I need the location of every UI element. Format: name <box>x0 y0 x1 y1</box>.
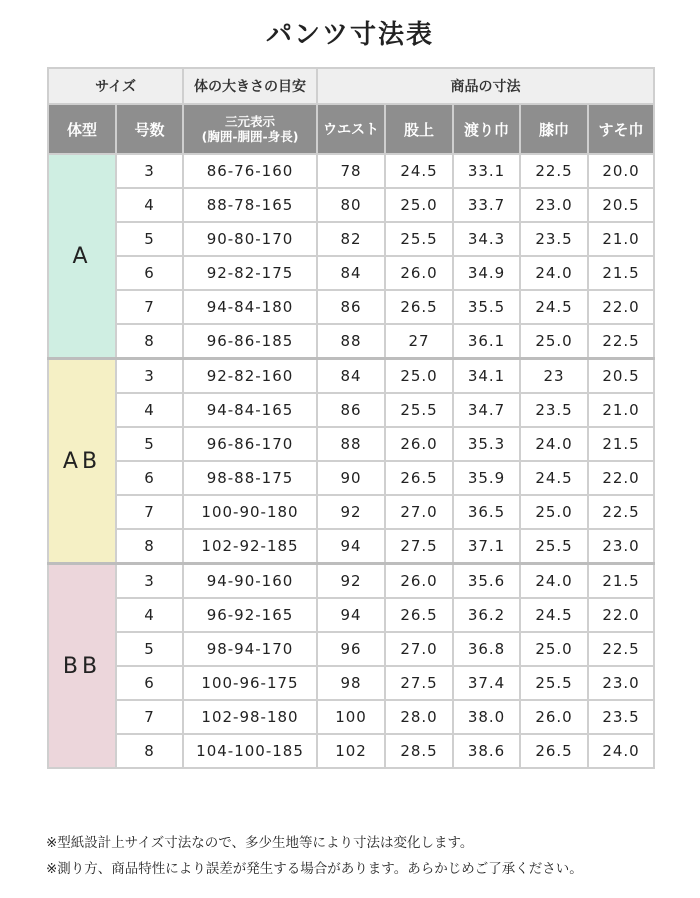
table-cell: 7 <box>116 290 183 324</box>
table-cell: 22.0 <box>588 461 654 495</box>
table-cell: 98-94-170 <box>183 632 317 666</box>
table-cell: 26.5 <box>520 734 588 768</box>
table-cell: 28.0 <box>385 700 453 734</box>
table-row <box>48 700 654 734</box>
table-cell: 88-78-165 <box>183 188 317 222</box>
table-row <box>48 427 654 461</box>
table-cell: 22.5 <box>588 324 654 359</box>
table-cell: 25.5 <box>385 222 453 256</box>
table-cell: 5 <box>116 222 183 256</box>
table-cell: 24.5 <box>520 461 588 495</box>
table-row <box>48 495 654 529</box>
table-cell: 104-100-185 <box>183 734 317 768</box>
table-cell: 88 <box>317 324 385 359</box>
table-cell: 23.0 <box>588 666 654 700</box>
table-row <box>48 666 654 700</box>
table-cell: 98-88-175 <box>183 461 317 495</box>
table-cell: 23.0 <box>588 529 654 564</box>
table-cell: 24.5 <box>520 598 588 632</box>
table-cell: 90-80-170 <box>183 222 317 256</box>
table-cell: 84 <box>317 256 385 290</box>
header-body: 体の大きさの目安 <box>183 68 317 104</box>
table-cell: 23.5 <box>588 700 654 734</box>
header-thigh: 渡り巾 <box>453 104 520 154</box>
table-cell: 84 <box>317 359 385 394</box>
header-number: 号数 <box>116 104 183 154</box>
table-cell: 21.5 <box>588 256 654 290</box>
table-cell: 26.0 <box>385 564 453 599</box>
notes <box>46 830 583 882</box>
table-cell: 8 <box>116 529 183 564</box>
table-row <box>48 188 654 222</box>
table-cell: 27.0 <box>385 632 453 666</box>
table-cell: 22.0 <box>588 598 654 632</box>
table-cell: 100-96-175 <box>183 666 317 700</box>
table-cell: 92-82-175 <box>183 256 317 290</box>
table-cell: 86 <box>317 290 385 324</box>
table-cell: 24.5 <box>385 154 453 188</box>
table-cell: 4 <box>116 393 183 427</box>
table-cell: 3 <box>116 154 183 188</box>
table-cell: 3 <box>116 359 183 394</box>
table-cell: 20.0 <box>588 154 654 188</box>
table-cell: 36.8 <box>453 632 520 666</box>
table-row <box>48 632 654 666</box>
table-cell: 94-90-160 <box>183 564 317 599</box>
table-cell: 92-82-160 <box>183 359 317 394</box>
table-cell: 4 <box>116 598 183 632</box>
table-cell: 24.0 <box>520 256 588 290</box>
table-cell: 102-98-180 <box>183 700 317 734</box>
table-cell: 22.0 <box>588 290 654 324</box>
header-rise: 股上 <box>385 104 453 154</box>
header-three-line2: (胸囲-胴囲-身長) <box>201 129 299 144</box>
table-cell: 86 <box>317 393 385 427</box>
table-cell: 25.5 <box>520 666 588 700</box>
table-cell: 6 <box>116 666 183 700</box>
table-cell: 27.5 <box>385 529 453 564</box>
table-cell: 37.1 <box>453 529 520 564</box>
table-cell: 94 <box>317 598 385 632</box>
table-cell: 22.5 <box>588 495 654 529</box>
table-cell: 20.5 <box>588 188 654 222</box>
table-cell: 80 <box>317 188 385 222</box>
table-cell: 7 <box>116 495 183 529</box>
body-type-cell: AB <box>48 359 116 564</box>
table-cell: 90 <box>317 461 385 495</box>
table-cell: 92 <box>317 495 385 529</box>
body-type-cell: A <box>48 154 116 359</box>
header-waist: ウエスト <box>317 104 385 154</box>
table-cell: 28.5 <box>385 734 453 768</box>
table-row <box>48 324 654 359</box>
table-cell: 37.4 <box>453 666 520 700</box>
table-cell: 35.5 <box>453 290 520 324</box>
table-cell: 88 <box>317 427 385 461</box>
table-cell: 35.9 <box>453 461 520 495</box>
table-cell: 3 <box>116 564 183 599</box>
table-cell: 94 <box>317 529 385 564</box>
header-hem: すそ巾 <box>588 104 654 154</box>
table-cell: 34.9 <box>453 256 520 290</box>
table-cell: 5 <box>116 632 183 666</box>
table-cell: 27.0 <box>385 495 453 529</box>
table-cell: 94-84-165 <box>183 393 317 427</box>
table-cell: 24.5 <box>520 290 588 324</box>
table-cell: 23 <box>520 359 588 394</box>
table-cell: 26.5 <box>385 461 453 495</box>
table-row <box>48 393 654 427</box>
table-cell: 6 <box>116 461 183 495</box>
table-cell: 5 <box>116 427 183 461</box>
table-cell: 24.0 <box>520 427 588 461</box>
table-cell: 25.0 <box>385 188 453 222</box>
table-cell: 22.5 <box>520 154 588 188</box>
table-cell: 100-90-180 <box>183 495 317 529</box>
table-row <box>48 256 654 290</box>
table-cell: 92 <box>317 564 385 599</box>
header-type: 体型 <box>48 104 116 154</box>
table-row <box>48 598 654 632</box>
body-type-cell: BB <box>48 564 116 769</box>
table-cell: 8 <box>116 734 183 768</box>
table-cell: 24.0 <box>520 564 588 599</box>
table-cell: 4 <box>116 188 183 222</box>
table-cell: 25.5 <box>385 393 453 427</box>
header-three <box>183 104 317 154</box>
table-cell: 38.6 <box>453 734 520 768</box>
table-row <box>48 222 654 256</box>
header-knee: 膝巾 <box>520 104 588 154</box>
table-cell: 27 <box>385 324 453 359</box>
table-cell: 26.0 <box>385 427 453 461</box>
table-cell: 26.5 <box>385 290 453 324</box>
table-cell: 35.3 <box>453 427 520 461</box>
table-row <box>48 734 654 768</box>
table-cell: 25.0 <box>385 359 453 394</box>
header-three-line1: 三元表示 <box>225 114 276 129</box>
note: ※型紙設計上サイズ寸法なので、多少生地等により寸法は変化します。 <box>46 835 474 851</box>
table-row <box>48 564 654 599</box>
table-cell: 102-92-185 <box>183 529 317 564</box>
table-cell: 35.6 <box>453 564 520 599</box>
table-cell: 23.5 <box>520 393 588 427</box>
table-cell: 86-76-160 <box>183 154 317 188</box>
page-title: パンツ寸法表 <box>265 20 434 50</box>
table-cell: 27.5 <box>385 666 453 700</box>
table-cell: 96-86-170 <box>183 427 317 461</box>
table-cell: 98 <box>317 666 385 700</box>
table-cell: 21.5 <box>588 427 654 461</box>
table-cell: 22.5 <box>588 632 654 666</box>
table-row <box>48 290 654 324</box>
table-cell: 24.0 <box>588 734 654 768</box>
table-cell: 102 <box>317 734 385 768</box>
table-cell: 7 <box>116 700 183 734</box>
table-cell: 26.5 <box>385 598 453 632</box>
table-cell: 25.0 <box>520 495 588 529</box>
header-product: 商品の寸法 <box>317 68 654 104</box>
table-row <box>48 154 654 188</box>
table-cell: 96 <box>317 632 385 666</box>
table-cell: 25.0 <box>520 632 588 666</box>
table-cell: 21.0 <box>588 222 654 256</box>
table-cell: 6 <box>116 256 183 290</box>
table-cell: 96-86-185 <box>183 324 317 359</box>
table-row <box>48 529 654 564</box>
header-size: サイズ <box>48 68 183 104</box>
table-cell: 100 <box>317 700 385 734</box>
table-cell: 36.5 <box>453 495 520 529</box>
table-cell: 26.0 <box>385 256 453 290</box>
note: ※測り方、商品特性により誤差が発生する場合があります。あらかじめご了承ください。 <box>46 861 583 877</box>
table-cell: 8 <box>116 324 183 359</box>
size-table <box>47 67 655 769</box>
table-cell: 82 <box>317 222 385 256</box>
table-cell: 20.5 <box>588 359 654 394</box>
table-row <box>48 359 654 394</box>
table-cell: 96-92-165 <box>183 598 317 632</box>
table-cell: 23.5 <box>520 222 588 256</box>
table-cell: 78 <box>317 154 385 188</box>
table-cell: 26.0 <box>520 700 588 734</box>
table-cell: 21.0 <box>588 393 654 427</box>
table-cell: 34.1 <box>453 359 520 394</box>
table-cell: 23.0 <box>520 188 588 222</box>
table-cell: 25.0 <box>520 324 588 359</box>
table-cell: 33.1 <box>453 154 520 188</box>
table-cell: 21.5 <box>588 564 654 599</box>
table-cell: 34.7 <box>453 393 520 427</box>
table-cell: 34.3 <box>453 222 520 256</box>
table-cell: 33.7 <box>453 188 520 222</box>
table-cell: 38.0 <box>453 700 520 734</box>
table-cell: 25.5 <box>520 529 588 564</box>
table-cell: 36.1 <box>453 324 520 359</box>
table-cell: 94-84-180 <box>183 290 317 324</box>
table-row <box>48 461 654 495</box>
table-cell: 36.2 <box>453 598 520 632</box>
